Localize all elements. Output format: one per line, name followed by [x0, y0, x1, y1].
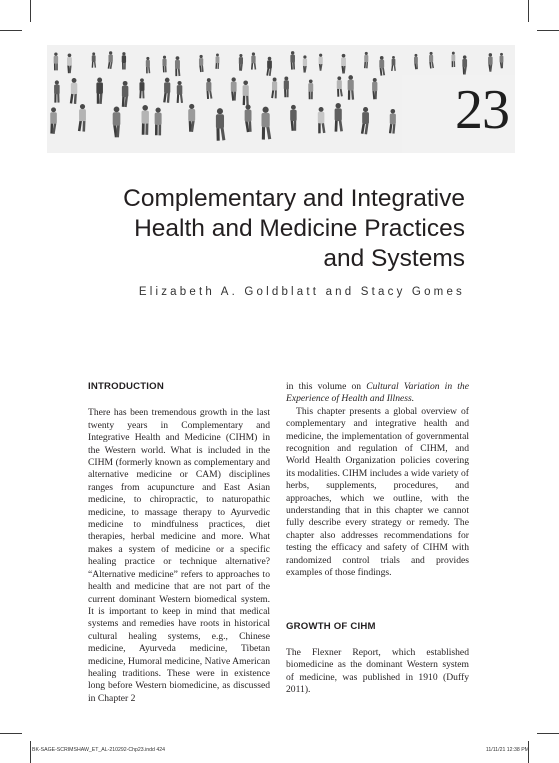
section-heading-introduction: INTRODUCTION: [88, 381, 164, 392]
crowd-figure: [243, 80, 249, 105]
crowd-figure: [303, 55, 307, 72]
crowd-figure: [206, 78, 212, 99]
crowd-figure: [141, 105, 148, 135]
crowd-figure: [54, 80, 60, 102]
chapter-title: [85, 184, 465, 274]
crop-mark: [528, 0, 529, 22]
chapter-title-line: and Systems: [323, 245, 465, 273]
crowd-figure: [216, 108, 225, 141]
crowd-illustration: [47, 45, 515, 153]
crowd-figure: [122, 52, 126, 69]
chapter-header-illustration: [47, 45, 515, 153]
crowd-figure: [308, 79, 313, 99]
crowd-figure: [290, 51, 295, 69]
crowd-figure: [290, 105, 296, 131]
footer-file-slug: BK-SAGE-SCRIMSHAW_ET_AL-210292-Chp23.indd 424: [32, 747, 166, 753]
crowd-figure: [361, 107, 369, 134]
crop-mark: [537, 30, 559, 31]
crowd-figure: [372, 78, 377, 99]
crowd-figure: [341, 54, 346, 74]
continuation-text: in this volume on: [286, 381, 367, 392]
crowd-figure: [488, 53, 493, 72]
crowd-figure: [162, 56, 166, 73]
body-paragraph: This chapter presents a global overview of complementary and integrative health and medicine, the implementation of governmental recognition and regulation of CIHM, and World Health Organization policies covering its modalities. CIHM includes a wide variety of herbs, supplements, procedures, and approaches, which we outline, with the understanding that in this chapter we cannot fully describe every strategy or remedy. The chapter also addresses recommendations for testing the efficacy and safety of CIHM with randomized control trials and provides examples of those findings.: [286, 405, 469, 579]
crowd-figure: [146, 57, 150, 73]
right-column: [286, 381, 469, 697]
crowd-figure: [108, 51, 113, 69]
crowd-figure: [284, 77, 289, 98]
crowd-figure: [245, 104, 252, 132]
crowd-figure: [364, 52, 368, 68]
crowd-figure: [155, 107, 162, 135]
chapter-title-line: Health and Medicine Practices: [134, 215, 465, 243]
crop-mark: [30, 0, 31, 22]
crowd-figure: [163, 78, 170, 103]
crowd-figure: [67, 53, 72, 73]
body-paragraph: There has been tremendous growth in the last twenty years in Complementary and Integrative Health and Medicine (CIHM) in the Western world. What is included in the CIHM (formerly known as complementary and alternative medicine or CAM) disciplines ranges from acupuncture and East Asian medicine, to chiropractic, to naturopathic medicine, to massage therapy to Ayurvedic medicine to mindfulness practices, diet therapies, herbal medicine and more. What makes a system of medicine or a specific healing practice or technique alternative? “Alternative medicine” refers to approaches to health and medicine that are not part of the current dominant Western biomedical system. It is important to keep in mind that medical systems and remedies have roots in historical cultural healing systems, e.g., Chinese medicine, Ayurveda medicine, Tibetan medicine, Humoral medicine, Native American healing traditions. These were in existence long before Western biomedicine, as discussed in Chapter 2: [88, 407, 270, 704]
crowd-figure: [391, 56, 396, 71]
crowd-figure: [266, 57, 272, 76]
crowd-figure: [429, 52, 434, 69]
crowd-figure: [50, 107, 57, 134]
body-paragraph: The Flexner Report, which established biomedicine as the dominant Western system of medicine, was published in 1910 (Duffy 2011).: [286, 646, 469, 696]
crowd-figure: [335, 103, 343, 132]
crowd-figure: [271, 78, 277, 99]
crowd-figure: [389, 109, 396, 134]
crowd-figure: [239, 54, 243, 71]
crop-mark: [0, 30, 22, 31]
crop-mark: [30, 741, 31, 763]
crowd-figure: [215, 53, 219, 69]
crowd-figure: [70, 78, 77, 104]
crowd-figure: [261, 107, 271, 140]
crowd-figure: [462, 55, 467, 74]
crowd-figure: [139, 78, 144, 98]
chapter-authors: Elizabeth A. Goldblatt and Stacy Gomes: [138, 286, 465, 298]
crowd-figure: [414, 54, 418, 69]
crop-mark: [537, 733, 559, 734]
crop-mark: [0, 733, 22, 734]
left-column: [88, 381, 270, 705]
crowd-figure: [451, 52, 455, 67]
body-paragraph-continuation: [286, 381, 469, 406]
section-heading-growth: GROWTH OF CIHM: [286, 620, 376, 632]
crowd-figure: [54, 52, 58, 70]
crowd-figure: [188, 104, 195, 132]
crowd-figure: [337, 76, 343, 96]
crowd-figure: [319, 54, 323, 71]
crowd-figure: [379, 56, 385, 76]
crowd-figure: [96, 77, 103, 103]
crowd-figure: [92, 52, 96, 67]
crowd-figure: [78, 104, 86, 132]
crowd-figure: [113, 107, 121, 138]
crowd-figure: [199, 55, 204, 72]
footer-date-slug: 11/11/21 12:38 PM: [485, 747, 529, 753]
crowd-figure: [500, 53, 504, 69]
crowd-figure: [177, 81, 183, 103]
crowd-figure: [251, 52, 256, 69]
crowd-figure: [122, 81, 129, 107]
crowd-figure: [348, 75, 355, 100]
chapter-number: 23: [455, 79, 509, 141]
crowd-figure: [318, 107, 326, 133]
crowd-figure: [175, 56, 180, 76]
crowd-figure: [231, 77, 237, 100]
book-title-reference: Cultural Variation in the Experience of Health and Illness.: [286, 381, 469, 405]
chapter-title-line: Complementary and Integrative: [123, 185, 465, 213]
